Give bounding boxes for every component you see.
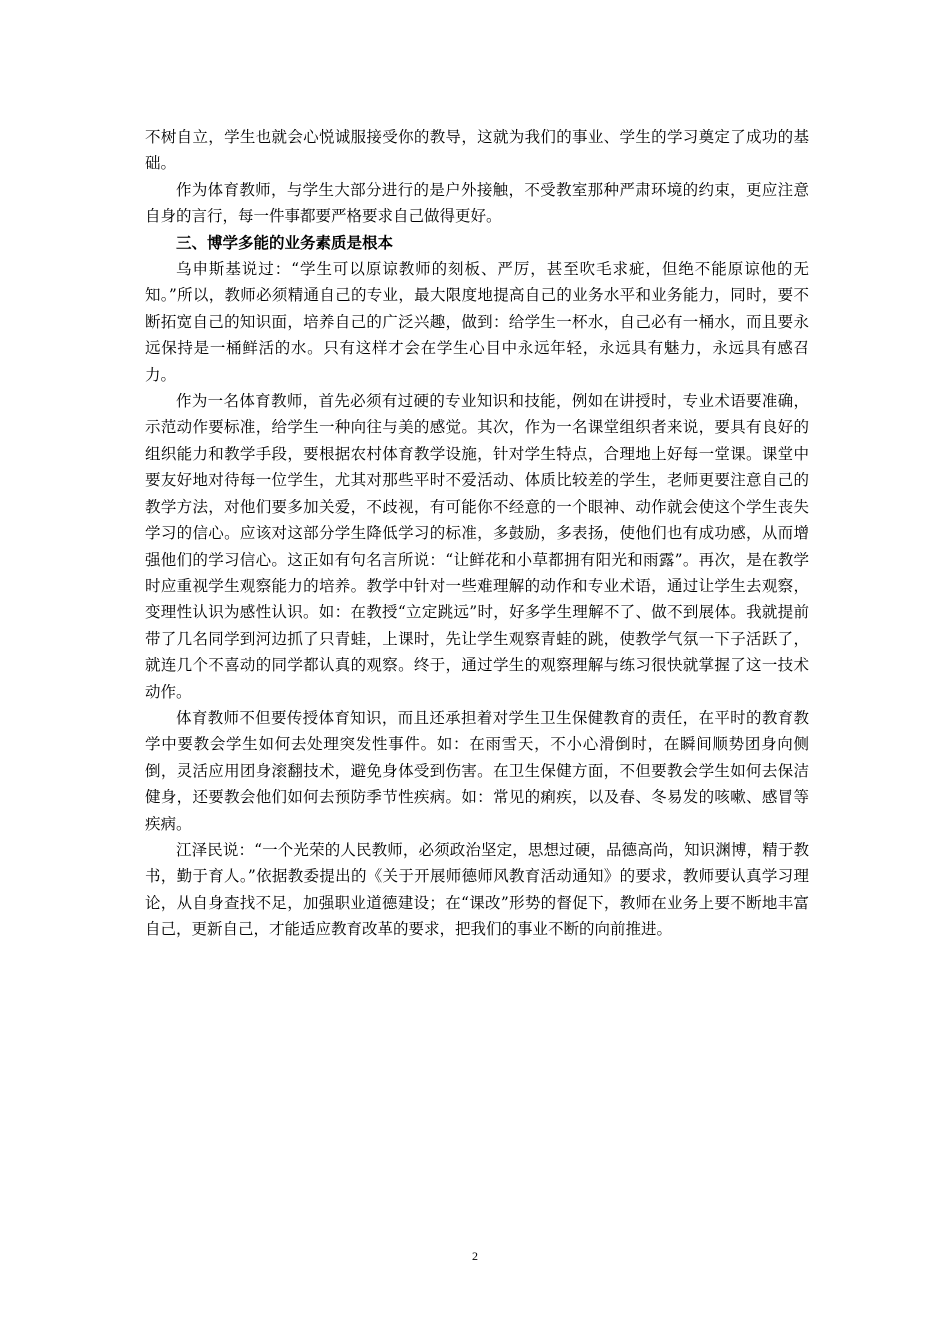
paragraph-jiang-quote: 江泽民说：“一个光荣的人民教师，必须政治坚定，思想过硬，品德高尚，知识渊博，精于教书，勤于育人。”依据教委提出的《关于开展师德师风教育活动通知》的要求，教师要认真学习理论，从自身查找不足，加强职业道德建设；在“课改”形势的督促下，教师在业务上要不断地丰富自己，更新自己，才能适应教育改革的要求，把我们的事业不断的向前推进。 (145, 840, 809, 939)
document-body (145, 124, 809, 943)
section-heading: 三、博学多能的业务素质是根本 (176, 232, 394, 252)
paragraph-health-education: 体育教师不但要传授体育知识，而且还承担着对学生卫生保健教育的责任，在平时的教育教学中要教会学生如何去处理突发性事件。如：在雨雪天，不小心滑倒时，在瞬间顺势团身向侧倒，灵活应用团身滚翻技术，避免身体受到伤害。在卫生保健方面，不但要教会学生如何去保洁健身，还要教会他们如何去预防季节性疾病。如：常见的痢疾，以及春、冬易发的咳嗽、感冒等疾病。 (145, 708, 809, 833)
paragraph-outdoor-contact: 作为体育教师，与学生大部分进行的是户外接触，不受教室那种严肃环境的约束，更应注意自身的言行，每一件事都要严格要求自己做得更好。 (145, 180, 809, 226)
paragraph-continuation: 不树自立，学生也就会心悦诚服接受你的教导，这就为我们的事业、学生的学习奠定了成功的基础。 (145, 128, 809, 173)
paragraph-ushinsky-quote: 乌申斯基说过：“学生可以原谅教师的刻板、严厉，甚至吹毛求疵，但绝不能原谅他的无知。”所以，教师必须精通自己的专业，最大限度地提高自己的业务水平和业务能力，同时，要不断拓宽自己的知识面，培养自己的广泛兴趣，做到：给学生一杯水，自己必有一桶水，而且要永远保持是一桶鲜活的水。只有这样才会在学生心目中永远年轻，永远具有魅力，永远具有感召力。 (145, 260, 809, 384)
paragraph-professional-skills: 作为一名体育教师，首先必须有过硬的专业知识和技能，例如在讲授时，专业术语要准确，示范动作要标准，给学生一种向往与美的感觉。其次，作为一名课堂组织者来说，要具有良好的组织能力和教学手段，要根据农村体育教学设施，针对学生特点，合理地上好每一堂课。课堂中要友好地对待每一位学生，尤其对那些平时不爱活动、体质比较差的学生，老师更要注意自己的教学方法，对他们要多加关爱，不歧视，有可能你不经意的一个眼神、动作就会使这个学生丧失学习的信心。应该对这部分学生降低学习的标准，多鼓励，多表扬，使他们也有成功感，从而增强他们的学习信心。这正如有句名言所说：“让鲜花和小草都拥有阳光和雨露”。再次，是在教学时应重视学生观察能力的培养。教学中针对一些难理解的动作和专业术语，通过让学生去观察，变理性认识为感性认识。如：在教授“立定跳远”时，好多学生理解不了、做不到展体。我就提前带了几名同学到河边抓了只青蛙，上课时，先让学生观察青蛙的跳，使教学气氛一下子活跃了，就连几个不喜动的同学都认真的观察。终于，通过学生的观察理解与练习很快就掌握了这一技术动作。 (145, 392, 809, 701)
page-number: 2 (472, 1249, 478, 1263)
